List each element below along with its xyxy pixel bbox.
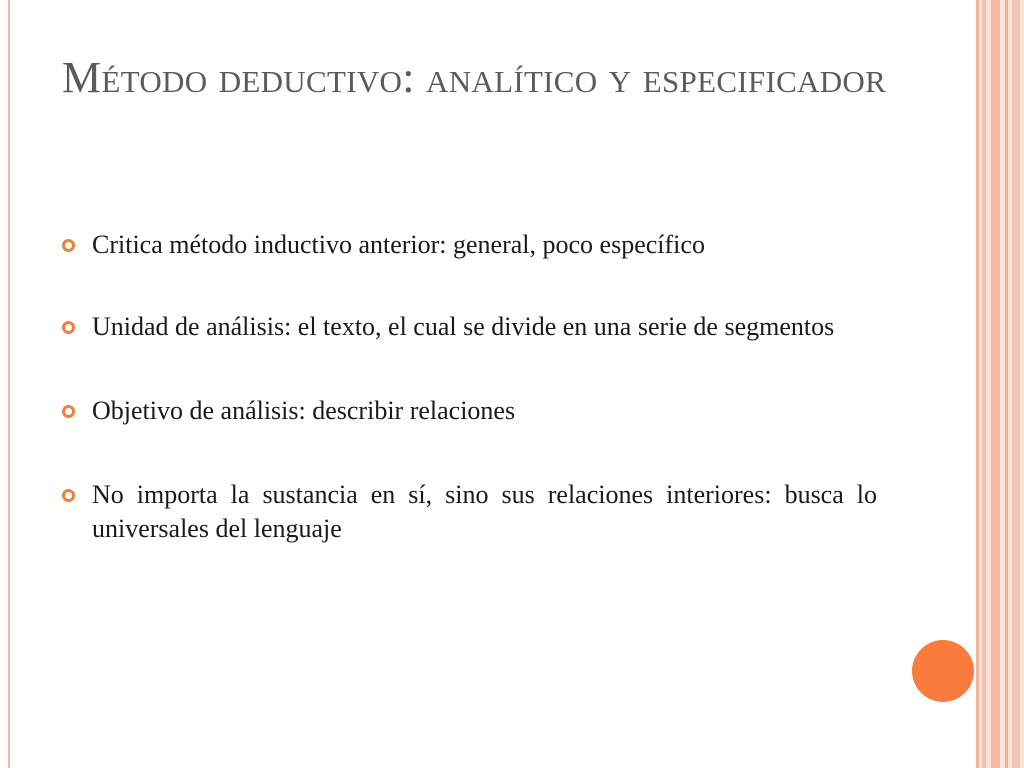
slide-title: Método deductivo: analítico y especificador [62,53,887,102]
stripe [976,0,979,768]
bullet-text: No importa la sustancia en sí, sino sus relaciones interiores: busca lo universales del lenguaje [92,480,877,543]
bullet-text: Critica método inductivo anterior: general, poco específico [92,230,705,259]
bullet-text: Objetivo de análisis: describir relaciones [92,396,516,425]
stripe [1012,0,1020,768]
bullet-ring-icon [62,321,75,334]
stripe [991,0,1000,768]
left-border-line [8,0,10,768]
orange-accent-circle [912,640,974,702]
bullet-item [62,310,877,344]
bullet-text: Unidad de análisis: el texto, el cual se divide en una serie de segmentos [92,312,835,341]
right-decorative-stripes [976,0,1024,768]
stripe [1005,0,1008,768]
bullet-ring-icon [62,239,75,252]
bullet-item [62,478,877,546]
bullet-item [62,394,877,428]
bullet-ring-icon [62,489,75,502]
stripe [982,0,986,768]
bullet-item [62,228,877,262]
bullet-list [62,228,877,594]
bullet-ring-icon [62,405,75,418]
